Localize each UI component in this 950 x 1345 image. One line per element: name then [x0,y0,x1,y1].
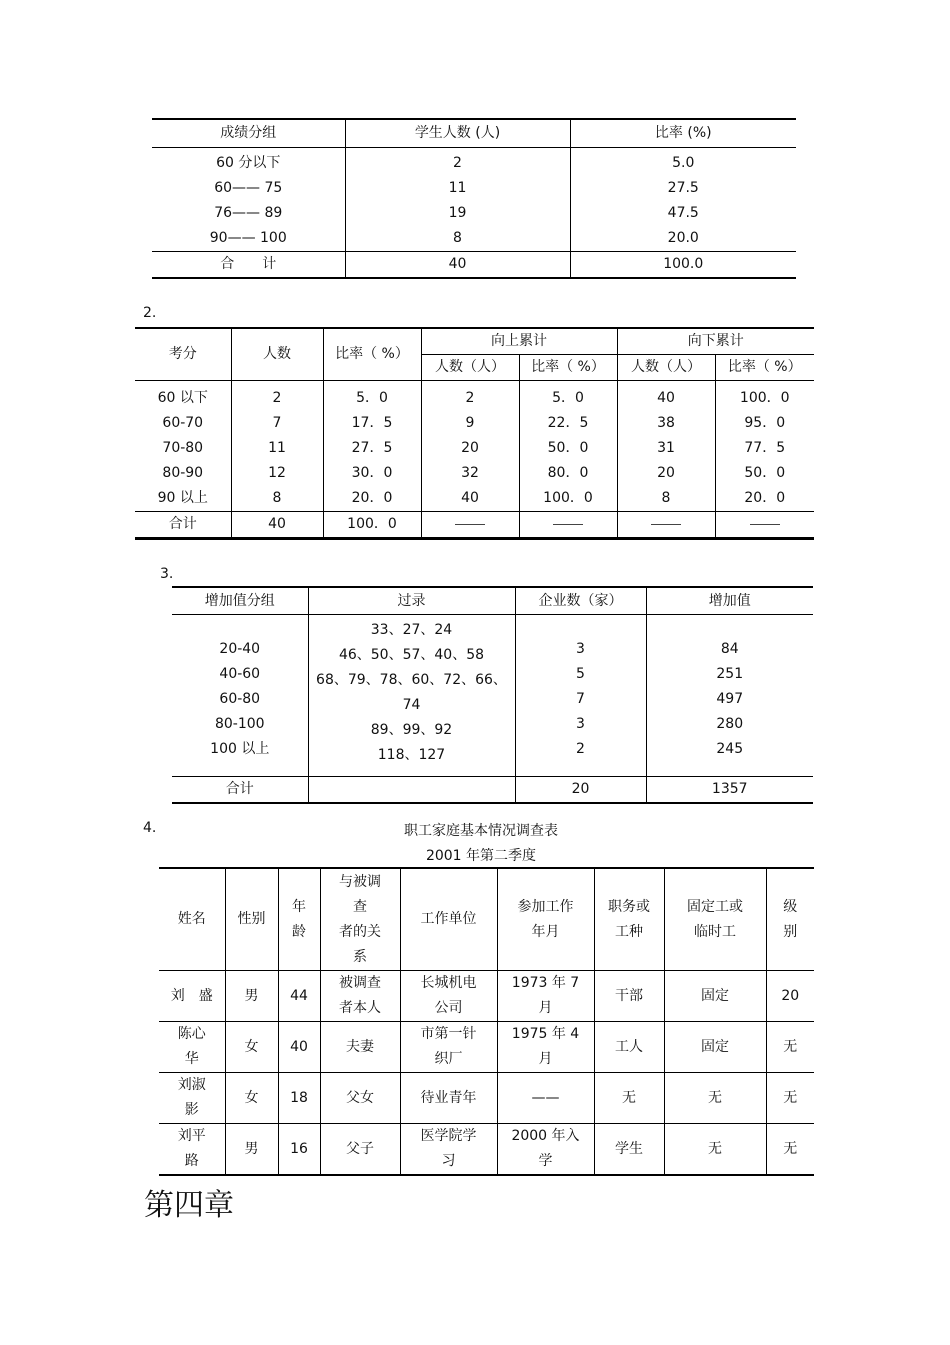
total-count: 40 [231,512,323,539]
cell-line: 无 [708,1089,722,1106]
cell: 60-70 [162,415,204,431]
employment-type-cell [664,971,766,1022]
count-item: 2 [576,740,585,757]
cell: 47.5 [570,201,796,226]
cell: 40 [421,486,519,512]
employer-cell [400,971,497,1022]
relation-cell [320,971,400,1022]
cell-line: 长城机电 [420,975,477,991]
table-header-row [159,868,814,971]
employment-type-cell [664,1124,766,1176]
cell-line: 刘淑 [177,1077,206,1093]
table-row [152,176,796,201]
header-line: 工作单位 [420,911,477,927]
cell-line: 父子 [346,1140,374,1157]
header-count: 人数 [231,328,323,381]
value-item: 84 [720,640,739,657]
family-survey-table [159,867,814,1176]
grade-cell [766,1124,814,1176]
cell: 11 [231,436,323,461]
age-cell [278,971,320,1022]
table-row [152,148,796,177]
value-item: 497 [716,690,744,707]
cell-line: 医学院学 [420,1128,477,1144]
table-row [135,436,814,461]
cell-line: 父女 [346,1089,374,1106]
header-value-group: 增加值分组 [172,587,308,615]
section-label-2: 2. [143,305,157,321]
start-date-cell [497,1073,594,1124]
empty-dash [421,512,519,539]
group-item: 60-80 [219,690,261,707]
cell-line: 无 [708,1140,722,1157]
section-label-4: 4. [143,820,157,836]
cell: 27．5 [323,436,421,461]
relation-cell [320,1073,400,1124]
cell-line: 学生 [615,1140,643,1157]
header-relation [320,868,400,971]
cell-line: 陈心 [177,1026,206,1042]
cell: 9 [421,411,519,436]
relation-cell [320,1022,400,1073]
table-row [135,381,814,412]
position-cell [594,1022,664,1073]
cell-line: 16 [290,1140,308,1157]
cumulative-frequency-table [135,327,814,540]
cell-line: 影 [184,1102,199,1118]
cell: 60 分以下 [216,155,281,171]
start-date-cell [497,1124,594,1176]
cell-line: 习 [441,1153,456,1169]
cell: 32 [421,461,519,486]
cell: 100．0 [715,381,814,412]
empty-dash [519,512,617,539]
cell-line: 工人 [615,1038,643,1055]
cell-line: 夫妻 [346,1038,374,1055]
cell: 90 以上 [157,490,208,506]
tally-item: 46、50、57、40、58 [338,647,485,663]
group-item: 100 以上 [210,740,270,757]
cell: 5．0 [519,381,617,412]
start-date-cell [497,971,594,1022]
grade-cell [766,1073,814,1124]
cell-line: 华 [184,1051,199,1067]
cell: 17．5 [323,411,421,436]
header-start-date [497,868,594,971]
score-group-table [152,118,796,279]
total-count: 20 [515,777,646,804]
total-value: 1357 [646,777,813,804]
header-ratio: 比率（ %） [323,328,421,381]
empty-dash [715,512,814,539]
header-line: 与被调 [339,873,381,890]
cell: 31 [617,436,715,461]
count-item: 3 [576,715,585,732]
header-up-count: 人数（人） [421,355,519,381]
cell-line: 2000 年入 [511,1128,580,1144]
table-row [159,971,814,1022]
header-downward-cumulative: 向下累计 [617,328,814,355]
header-line: 姓名 [177,911,206,927]
header-ratio: 比率 (%) [570,119,796,148]
header-enterprise-count: 企业数（家） [515,587,646,615]
cell-line: 公司 [434,1000,463,1016]
employer-cell [400,1022,497,1073]
table-row [159,1022,814,1073]
cell: 80-90 [162,465,204,481]
name-cell [159,1073,225,1124]
name-cell [159,1124,225,1176]
count-item: 3 [576,640,585,657]
value-item: 245 [716,740,744,757]
cell: 20.0 [570,226,796,252]
cell-line: —— [531,1089,560,1106]
cell-line: 无 [622,1089,636,1106]
header-line: 别 [783,923,798,940]
tally-item: 118、127 [377,747,446,763]
cell: 12 [231,461,323,486]
header-line: 工种 [615,923,643,940]
employer-cell [400,1124,497,1176]
header-student-count: 学生人数 (人) [345,119,570,148]
tally-cell [308,615,515,777]
employer-cell [400,1073,497,1124]
cell-line: 1973 年 7 [511,975,580,991]
header-score: 考分 [135,328,231,381]
cell-line: 女 [244,1089,259,1106]
cell: 100．0 [519,486,617,512]
header-line: 级 [783,898,798,915]
cell: 80．0 [519,461,617,486]
cell-line: 固定 [701,1038,729,1055]
grade-cell [766,971,814,1022]
header-line: 者的关 [339,923,381,940]
position-cell [594,1124,664,1176]
cell: 38 [617,411,715,436]
total-label: 合计 [135,512,231,539]
employment-type-cell [664,1073,766,1124]
header-employment-type [664,868,766,971]
cell-line: 刘平 [177,1128,206,1144]
cell: 8 [345,226,570,252]
cell: 2 [421,381,519,412]
empty-cell [308,777,515,804]
cell-line: 18 [290,1089,308,1106]
cell: 27.5 [570,176,796,201]
chapter-heading: 第四章 [144,1188,234,1223]
cell: 70-80 [162,440,204,456]
total-label: 合计 [172,777,308,804]
header-line: 参加工作 [517,898,574,915]
cell-line: 44 [290,987,308,1004]
relation-cell [320,1124,400,1176]
cell-line: 被调查 [339,975,381,991]
total-row [172,777,813,804]
cell-line: 干部 [615,987,643,1004]
cell-line: 无 [783,1140,798,1157]
group-item: 20-40 [219,640,261,657]
section-label-3: 3. [160,566,174,582]
total-row [135,512,814,539]
groups-cell [172,615,308,777]
header-gender [225,868,278,971]
cell: 50．0 [519,436,617,461]
table-row [135,486,814,512]
header-line: 查 [353,898,367,915]
cell-line: 1975 年 4 [511,1026,580,1042]
start-date-cell [497,1022,594,1073]
cell: 77．5 [715,436,814,461]
values-cell [646,615,813,777]
table-row [152,226,796,252]
position-cell [594,1073,664,1124]
gender-cell [225,1124,278,1176]
cell-line: 男 [244,1140,259,1157]
cell-line: 20 [781,987,800,1004]
cell: 20 [421,436,519,461]
value-item: 280 [716,715,744,732]
header-line: 系 [353,948,367,965]
age-cell [278,1022,320,1073]
group-item: 80-100 [214,715,265,732]
group-item: 40-60 [219,665,261,682]
name-cell [159,971,225,1022]
cell: 60—— 75 [214,180,283,196]
cell: 20 [617,461,715,486]
name-cell [159,1022,225,1073]
cell: 5.0 [570,148,796,177]
count-item: 5 [576,665,585,682]
tally-item: 33、27、24 [370,622,453,638]
cell-line: 学 [538,1153,553,1169]
age-cell [278,1073,320,1124]
empty-dash [617,512,715,539]
cell-line: 市第一针 [420,1026,477,1042]
cell: 8 [231,486,323,512]
cell-line: 路 [184,1153,199,1169]
cell: 5．0 [323,381,421,412]
cell: 40 [617,381,715,412]
cell: 20．0 [715,486,814,512]
employment-type-cell [664,1022,766,1073]
header-position [594,868,664,971]
header-line: 固定工或 [687,898,743,915]
cell: 20．0 [323,486,421,512]
total-count: 40 [345,252,570,279]
header-line: 龄 [292,923,306,940]
cell: 95．0 [715,411,814,436]
cell-line: 固定 [701,987,729,1004]
cell: 2 [345,148,570,177]
cell: 90—— 100 [209,230,287,246]
cell: 7 [231,411,323,436]
cell: 8 [617,486,715,512]
header-line: 临时工 [694,923,736,940]
header-grade [766,868,814,971]
header-value-added: 增加值 [646,587,813,615]
cell: 60 以下 [157,390,208,406]
header-age [278,868,320,971]
gender-cell [225,971,278,1022]
header-down-ratio: 比率（ %） [715,355,814,381]
cell-line: 月 [538,1051,553,1067]
total-ratio: 100．0 [323,512,421,539]
header-line: 性别 [237,911,266,927]
header-tally: 过录 [308,587,515,615]
grade-cell [766,1022,814,1073]
counts-cell [515,615,646,777]
tally-item: 68、79、78、60、72、66、 [316,672,507,688]
header-employer [400,868,497,971]
table-row [172,615,813,777]
value-item: 251 [716,665,744,682]
cell-line: 织厂 [434,1051,463,1067]
gender-cell [225,1073,278,1124]
header-name [159,868,225,971]
table-row [135,411,814,436]
header-score-group: 成绩分组 [152,119,345,148]
cell: 50．0 [715,461,814,486]
cell: 22．5 [519,411,617,436]
cell-line: 男 [244,987,259,1004]
age-cell [278,1124,320,1176]
header-down-count: 人数（人） [617,355,715,381]
survey-title: 职工家庭基本情况调查表 [404,823,558,839]
cell: 76—— 89 [214,205,283,221]
table-row [159,1073,814,1124]
survey-subtitle: 2001 年第二季度 [425,848,537,864]
cell: 19 [345,201,570,226]
value-added-table [172,586,813,804]
gender-cell [225,1022,278,1073]
cell-line: 无 [783,1089,798,1106]
table-row [159,1124,814,1176]
cell-line: 者本人 [339,1000,381,1016]
cell: 2 [231,381,323,412]
total-ratio: 100.0 [570,252,796,279]
cell-line: 刘 盛 [170,987,213,1004]
total-label: 合 计 [152,252,345,279]
table-row [152,201,796,226]
tally-item: 89、99、92 [370,722,453,738]
cell-line: 月 [538,1000,553,1016]
header-line: 职务或 [608,898,650,915]
header-line: 年月 [531,923,560,940]
cell: 11 [345,176,570,201]
count-item: 7 [576,690,585,707]
cell-line: 40 [290,1038,308,1055]
position-cell [594,971,664,1022]
cell-line: 待业青年 [420,1089,477,1106]
cell-line: 无 [783,1038,798,1055]
cell-line: 女 [244,1038,259,1055]
header-upward-cumulative: 向上累计 [421,328,617,355]
tally-item: 74 [402,697,421,713]
header-line: 年 [292,898,306,915]
header-up-ratio: 比率（ %） [519,355,617,381]
table-row [135,461,814,486]
cell: 30．0 [323,461,421,486]
total-row [152,252,796,279]
